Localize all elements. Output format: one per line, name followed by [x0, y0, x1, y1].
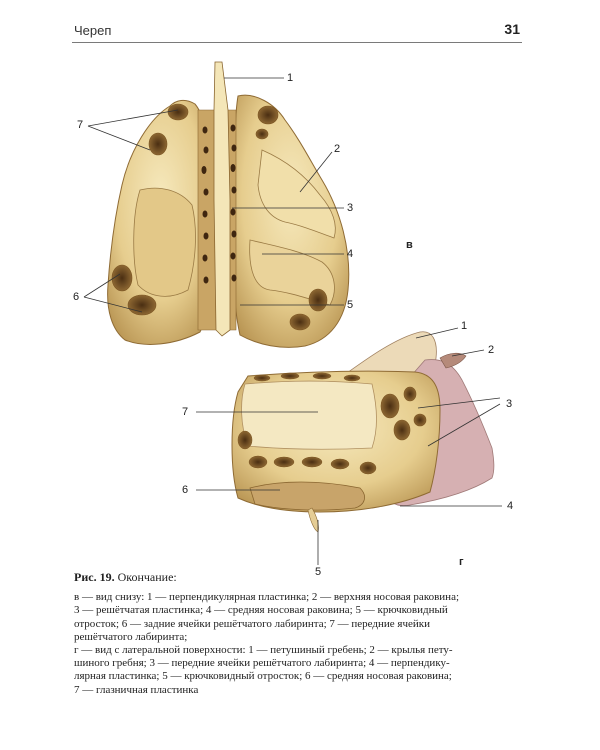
caption-line: лярная пластинка; 5 — крючковидный отросток; 6 — средняя носовая раковина; [74, 670, 452, 683]
caption-line: г — вид с латеральной поверхности: 1 — петушиный гребень; 2 — крылья пету- [74, 644, 453, 657]
middle-concha-g [250, 482, 365, 510]
ethmoid-lateral-view [196, 328, 502, 565]
caption-line: 7 — глазничная пластинка [74, 683, 199, 696]
left-concha [134, 188, 196, 296]
label-v-4: 4 [347, 248, 354, 260]
label-g-2: 2 [488, 344, 495, 356]
perpendicular-plate [214, 62, 230, 336]
caption-line: в — вид снизу: 1 — перпендикулярная пластинка; 2 — верхняя носовая раковина; [74, 591, 460, 604]
caption-line: 3 — решётчатая пластинка; 4 — средняя носовая раковина; 5 — крючковидный [74, 604, 448, 617]
label-v-1: 1 [287, 72, 294, 84]
caption-fig-ref: Рис. 19. [74, 570, 115, 584]
caption-line: шиного гребня; 3 — передние ячейки решётчатого лабиринта; 4 — перпендику- [74, 657, 450, 670]
label-v-6: 6 [73, 291, 80, 303]
caption-fig-title: Окончание: [117, 570, 177, 584]
label-g-4: 4 [507, 500, 514, 512]
figure-letter-g: г [459, 556, 464, 568]
orbital-plate [242, 381, 377, 449]
page-number: 31 [504, 21, 520, 37]
label-g-7: 7 [182, 406, 189, 418]
label-v-5: 5 [347, 299, 354, 311]
caption-line: отросток; 6 — задние ячейки решётчатого лабиринта; 7 — передние ячейки [74, 617, 431, 630]
caption-line: решётчатого лабиринта; [74, 630, 188, 643]
ethmoid-bottom-view [84, 62, 349, 347]
label-v-2: 2 [334, 143, 341, 155]
label-v-7: 7 [77, 119, 84, 131]
caption-title [74, 571, 526, 584]
label-v-3: 3 [347, 202, 354, 214]
label-g-6: 6 [182, 484, 189, 496]
figure-caption [74, 571, 526, 697]
label-g-3: 3 [506, 398, 513, 410]
section-title: Череп [74, 23, 112, 38]
label-g-5: 5 [315, 566, 322, 578]
figure-letter-v: в [406, 239, 413, 251]
label-g-1: 1 [461, 320, 468, 332]
